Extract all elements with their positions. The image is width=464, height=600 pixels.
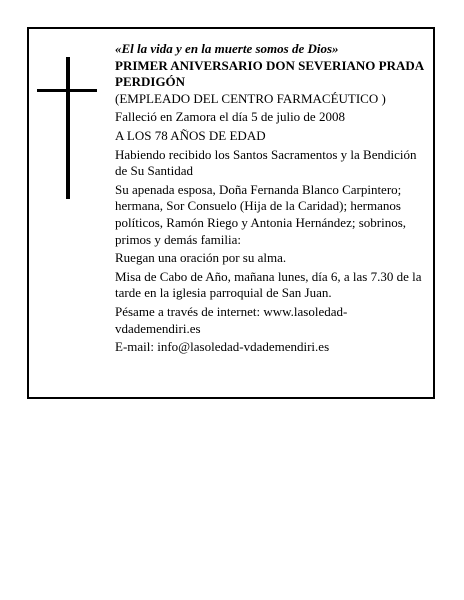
mass-line: Misa de Cabo de Año, mañana lunes, día 6, a las 7.30 de la tarde en la iglesia parroquial de San Juan.	[115, 268, 422, 301]
death-line: Falleció en Zamora el día 5 de julio de 2008	[115, 109, 345, 125]
obituary-notice	[27, 27, 435, 399]
email-line: E-mail: info@lasoledad-vdademendiri.es	[115, 339, 330, 355]
prayer-line: Ruegan una oración por su alma.	[115, 250, 287, 266]
family-line: Su apenada esposa, Doña Fernanda Blanco Carpintero; hermana, Sor Consuelo (Hija de la Caridad); hermanos políticos, Ramón Riego y Antonia Hernández; sobrinos, primos y demás familia:	[115, 181, 407, 247]
notice-heading: PRIMER ANIVERSARIO DON SEVERIANO PRADA PERDIGÓN	[115, 57, 424, 90]
motto: «El la vida y en la muerte somos de Dios»	[115, 41, 339, 56]
condolences-line: Pésame a través de internet: www.lasoledad-vdademendiri.es	[115, 303, 348, 336]
sacraments-line: Habiendo recibido los Santos Sacramentos y la Bendición de Su Santidad	[115, 146, 417, 179]
occupation: (EMPLEADO DEL CENTRO FARMACÉUTICO )	[115, 90, 386, 106]
cross-vertical-bar	[66, 57, 70, 199]
cross-icon	[37, 57, 97, 199]
age-line: A LOS 78 AÑOS DE EDAD	[115, 127, 266, 143]
notice-text	[115, 41, 431, 356]
cross-horizontal-bar	[37, 89, 97, 92]
